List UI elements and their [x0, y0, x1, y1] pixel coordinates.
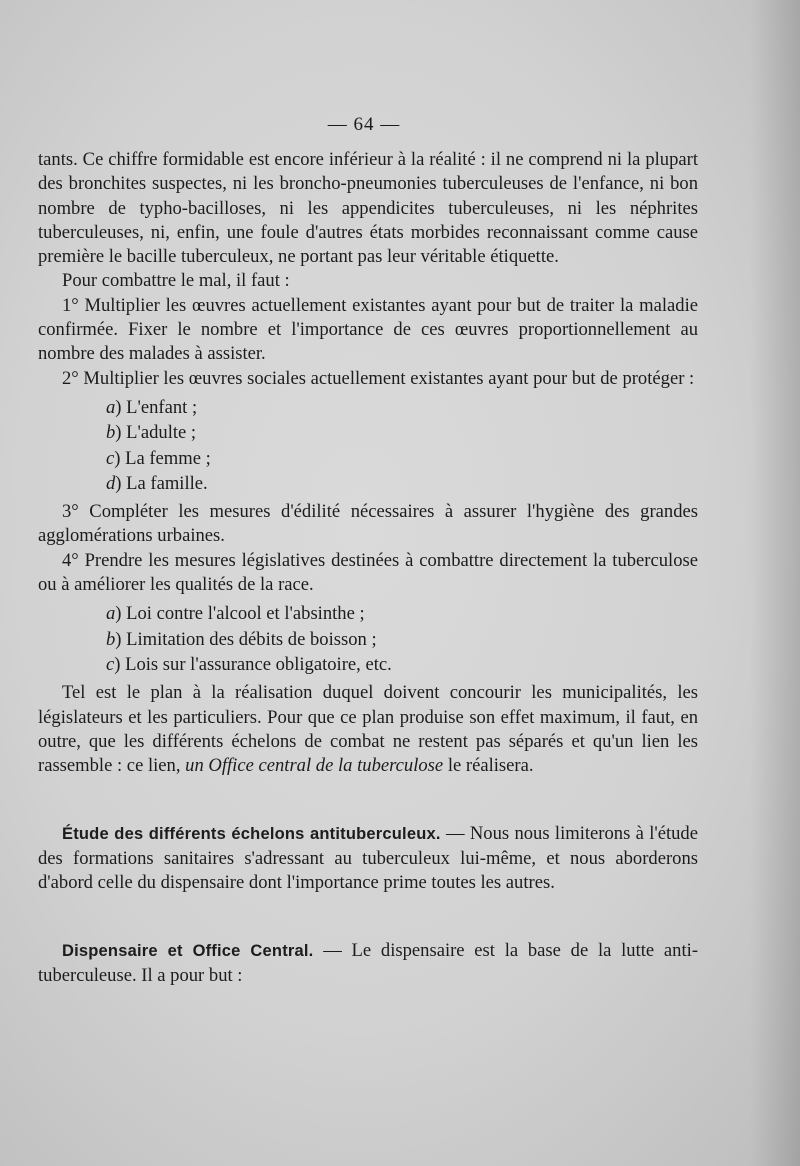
list-item: a) Loi contre l'alcool et l'absinthe ;	[106, 603, 365, 625]
legislation-list	[38, 601, 698, 677]
measure-2: 2° Multiplier les œuvres sociales actuellement existantes ayant pour but de protéger :	[62, 367, 695, 389]
section-heading: Étude des différents échelons antituberculeux.	[62, 825, 441, 844]
list-item: c) La femme ;	[106, 447, 211, 469]
page-number: — 64 —	[327, 114, 401, 135]
section-echelons: Étude des différents échelons antituberculeux. — Nous nous limiterons à l'étude des formations sanitaires s'adressant au tuberculeux lui-même, et nous aborderons d'abord celle du dispensaire dont l'importance prime toutes les autres.	[38, 823, 698, 894]
measure-3: 3° Compléter les mesures d'édilité nécessaires à assurer l'hygiène des grandes agglomérations urbaines.	[38, 501, 698, 547]
page-body	[38, 148, 698, 988]
list-item: c) Lois sur l'assurance obligatoire, etc.	[106, 653, 392, 675]
paragraph-intro: Pour combattre le mal, il faut :	[62, 270, 290, 292]
measure-1: 1° Multiplier les œuvres actuellement existantes ayant pour but de traiter la maladie confirmée. Fixer le nombre et l'importance de ces œuvres proportionnellement au nombre des malades à assister.	[38, 294, 698, 365]
paragraph-plan: Tel est le plan à la réalisation duquel doivent concourir les municipalités, les législateurs et les particuliers. Pour que ce plan produise son effet maximum, il faut, en outre, que les différents échelons de combat ne restent pas séparés et qu'un lien les rassemble : ce lien, un Office central de la tuberculose le réalisera.	[38, 682, 698, 777]
list-item: a) L'enfant ;	[106, 396, 198, 418]
section-heading: Dispensaire et Office Central.	[62, 942, 314, 961]
protect-list	[38, 395, 698, 496]
measure-4: 4° Prendre les mesures législatives destinées à combattre directement la tuberculose ou à améliorer les qualités de la race.	[38, 549, 698, 596]
list-item: b) L'adulte ;	[106, 422, 197, 444]
section-dispensaire: Dispensaire et Office Central. — Le dispensaire est la base de la lutte antituberculeuse. Il a pour but :	[38, 940, 699, 986]
list-item: d) La famille.	[106, 472, 208, 494]
office-central-phrase: un Office central de la tuberculose	[185, 755, 444, 777]
list-item: b) Limitation des débits de boisson ;	[106, 628, 377, 650]
paragraph-continuation: tants. Ce chiffre formidable est encore inférieur à la réalité : il ne comprend ni la plupart des bronchites suspectes, ni les broncho-pneumonies tuberculeuses de l'enfance, ni bon nombre de typho-bacilloses, ni les appendicites tuberculeuses, ni les néphrites tuberculeuses, ni, enfin, une foule d'autres états morbides reconnaissant comme cause première le bacille tuberculeux, ne portant pas leur véritable étiquette.	[38, 149, 698, 268]
